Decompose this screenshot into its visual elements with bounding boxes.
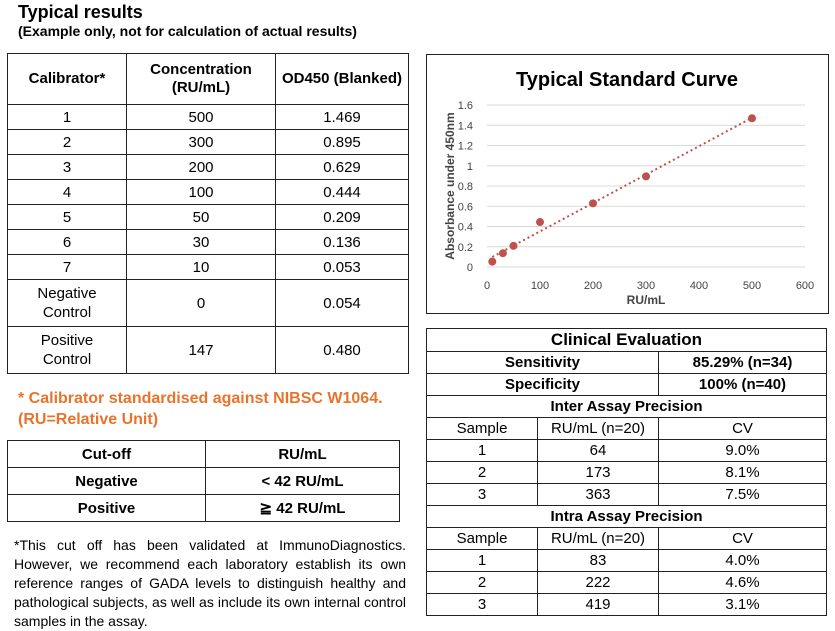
y-tick-label: 0 (466, 262, 473, 274)
table-cell: 2 (427, 572, 538, 594)
data-point (536, 218, 544, 226)
x-axis-label: RU/mL (626, 293, 666, 307)
y-tick-label: 1.4 (457, 120, 473, 133)
table-cell: 500 (127, 105, 276, 130)
table-cell: 64 (538, 440, 659, 462)
sensitivity-label: Sensitivity (427, 352, 659, 374)
table-cell: 173 (538, 462, 659, 484)
inter-assay-title: Inter Assay Precision (427, 396, 827, 418)
table-cell: Negative Control (8, 280, 127, 327)
column-header: Cut-off (8, 441, 206, 468)
column-header: Sample (427, 528, 538, 550)
table-row (8, 495, 400, 522)
table-cell: 6 (8, 230, 127, 255)
table-row (8, 327, 409, 374)
table-cell: 0.444 (276, 180, 409, 205)
specificity-value: 100% (n=40) (659, 374, 827, 396)
table-cell: 0.209 (276, 205, 409, 230)
intra-assay-title: Intra Assay Precision (427, 506, 827, 528)
y-tick-label: 1 (466, 160, 473, 173)
table-row (427, 440, 827, 462)
table-row (427, 594, 827, 616)
table-cell: 4 (8, 180, 127, 205)
specificity-label: Specificity (427, 374, 659, 396)
table-row (8, 205, 409, 230)
calibrator-table (7, 53, 409, 374)
table-cell: 0.629 (276, 155, 409, 180)
table-row (8, 130, 409, 155)
data-point (748, 114, 756, 122)
table-cell: 9.0% (659, 440, 827, 462)
page-subtitle: (Example only, not for calculation of actual results) (18, 23, 357, 39)
footnote: *This cut off has been validated at ImmunoDiagnostics. However, we recommend each laboratory establish its own reference ranges of GADA levels to distinguish healthy and pathological subjects, as well as include its own internal control samples in the assay. (14, 537, 406, 629)
table-header-row (427, 418, 827, 440)
column-header: Calibrator* (8, 54, 127, 105)
table-header-row (8, 54, 409, 105)
table-cell: 3 (8, 155, 127, 180)
table-cell: 0.895 (276, 130, 409, 155)
table-row (8, 230, 409, 255)
standard-curve-chart (426, 54, 829, 314)
table-section-row (427, 396, 827, 418)
table-row (427, 484, 827, 506)
table-cell: 200 (127, 155, 276, 180)
table-cell: 4.6% (659, 572, 827, 594)
page-title: Typical results (18, 2, 143, 22)
table-cell: 1.469 (276, 105, 409, 130)
table-cell: 3 (427, 484, 538, 506)
x-tick-label: 500 (742, 280, 762, 292)
table-row (8, 280, 409, 327)
table-row (8, 468, 400, 495)
column-header: RU/mL (n=20) (538, 418, 659, 440)
x-tick-label: 200 (583, 280, 603, 292)
clinical-evaluation-table (426, 328, 827, 616)
y-tick-label: 0.4 (457, 221, 473, 234)
x-tick-label: 600 (795, 280, 815, 292)
table-cell: 8.1% (659, 462, 827, 484)
table-cell: 0.136 (276, 230, 409, 255)
table-cell: < 42 RU/mL (206, 468, 400, 495)
table-cell: Negative (8, 468, 206, 495)
table-cell: 363 (538, 484, 659, 506)
table-cell: 2 (8, 130, 127, 155)
table-row (8, 155, 409, 180)
data-point (642, 172, 650, 180)
table-row (8, 180, 409, 205)
table-title-row (427, 329, 827, 352)
calibrator-note: * Calibrator standardised against NIBSC W1064. (RU=Relative Unit) (18, 390, 383, 428)
data-point (510, 242, 518, 250)
table-cell: 0 (127, 280, 276, 327)
data-point (488, 258, 496, 266)
table-cell: 0.480 (276, 327, 409, 374)
x-tick-label: 0 (483, 280, 491, 292)
column-header: RU/mL (206, 441, 400, 468)
data-point (499, 249, 507, 257)
column-header: RU/mL (n=20) (538, 528, 659, 550)
y-tick-label: 1.2 (457, 140, 473, 153)
table-row (427, 374, 827, 396)
trendline (492, 118, 752, 257)
table-cell: 3.1% (659, 594, 827, 616)
table-cell: 83 (538, 550, 659, 572)
table-cell: 1 (427, 440, 538, 462)
column-header: CV (659, 418, 827, 440)
table-cell: 7.5% (659, 484, 827, 506)
table-cell: Positive Control (8, 327, 127, 374)
y-tick-label: 0.8 (457, 181, 473, 193)
sensitivity-value: 85.29% (n=34) (659, 352, 827, 374)
chart-svg (427, 55, 828, 313)
table-cell: 1 (8, 105, 127, 130)
y-axis-label: Absorbance under 450nm (443, 112, 457, 260)
table-cell: 419 (538, 594, 659, 616)
data-point (589, 199, 597, 207)
table-cell: 4.0% (659, 550, 827, 572)
y-tick-label: 0.6 (457, 201, 473, 214)
table-cell: 50 (127, 205, 276, 230)
table-cell: 30 (127, 230, 276, 255)
table-cell: 100 (127, 180, 276, 205)
chart-title: Typical Standard Curve (516, 69, 738, 91)
x-tick-label: 400 (689, 280, 709, 292)
column-header: OD450 (Blanked) (276, 54, 409, 105)
table-cell: 0.054 (276, 280, 409, 327)
table-row (8, 255, 409, 280)
clinical-evaluation-title: Clinical Evaluation (427, 329, 827, 352)
table-header-row (427, 528, 827, 550)
table-cell: 1 (427, 550, 538, 572)
table-section-row (427, 506, 827, 528)
x-tick-label: 300 (636, 280, 656, 292)
table-cell: ≧ 42 RU/mL (206, 495, 400, 522)
table-row (427, 572, 827, 594)
table-row (427, 550, 827, 572)
table-cell: 0.053 (276, 255, 409, 280)
column-header: Concentration (RU/mL) (127, 54, 276, 105)
cutoff-table (7, 440, 400, 522)
x-tick-label: 100 (530, 280, 550, 292)
table-cell: 300 (127, 130, 276, 155)
column-header: CV (659, 528, 827, 550)
y-tick-label: 1.6 (457, 100, 473, 112)
table-row (427, 462, 827, 484)
table-cell: Positive (8, 495, 206, 522)
table-cell: 10 (127, 255, 276, 280)
table-row (8, 105, 409, 130)
table-cell: 3 (427, 594, 538, 616)
table-header-row (8, 441, 400, 468)
table-cell: 5 (8, 205, 127, 230)
table-cell: 222 (538, 572, 659, 594)
table-row (427, 352, 827, 374)
table-cell: 2 (427, 462, 538, 484)
y-tick-label: 0.2 (457, 241, 473, 254)
table-cell: 7 (8, 255, 127, 280)
table-cell: 147 (127, 327, 276, 374)
column-header: Sample (427, 418, 538, 440)
